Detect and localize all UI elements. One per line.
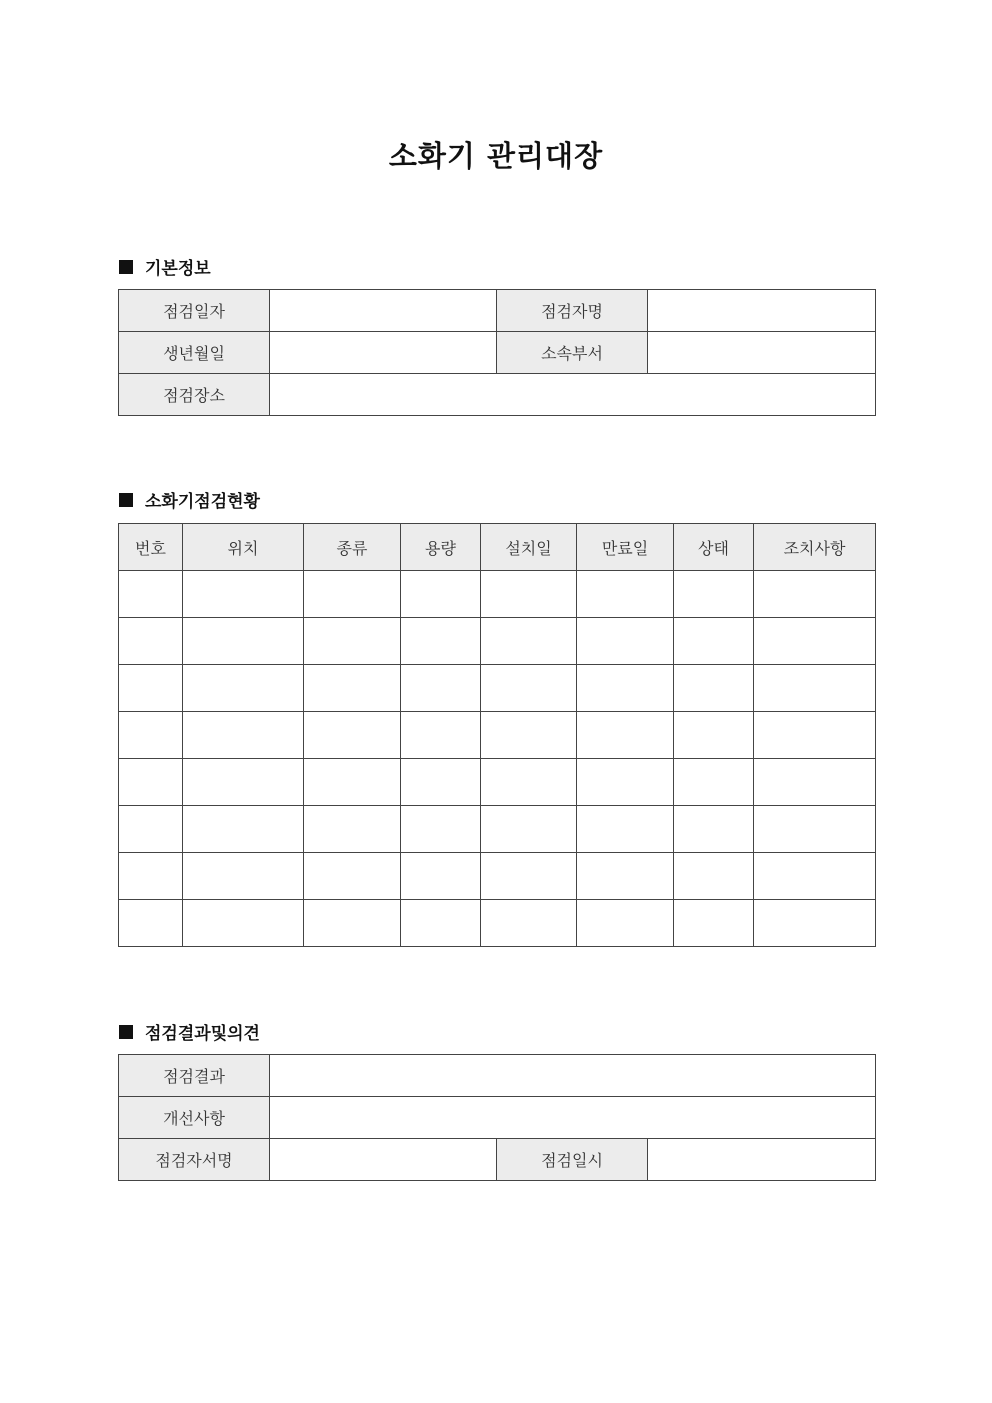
table-cell[interactable] bbox=[754, 853, 876, 900]
column-header: 위치 bbox=[183, 524, 304, 571]
table-cell[interactable] bbox=[481, 665, 577, 712]
table-cell[interactable] bbox=[754, 900, 876, 947]
table-row bbox=[119, 900, 876, 947]
square-bullet-icon bbox=[119, 260, 133, 274]
table-cell[interactable] bbox=[119, 806, 183, 853]
label-inspector-name: 점검자명 bbox=[497, 290, 648, 332]
table-cell[interactable] bbox=[304, 759, 401, 806]
table-cell[interactable] bbox=[674, 806, 754, 853]
table-cell[interactable] bbox=[754, 618, 876, 665]
table-cell[interactable] bbox=[401, 900, 481, 947]
column-header: 설치일 bbox=[481, 524, 577, 571]
table-cell[interactable] bbox=[674, 665, 754, 712]
page-title: 소화기 관리대장 bbox=[388, 139, 604, 173]
table-cell[interactable] bbox=[674, 618, 754, 665]
section-heading-label: 기본정보 bbox=[145, 259, 211, 279]
results-table bbox=[118, 1054, 876, 1181]
table-row bbox=[119, 1055, 876, 1097]
table-cell[interactable] bbox=[577, 712, 674, 759]
table-cell[interactable] bbox=[577, 665, 674, 712]
table-cell[interactable] bbox=[401, 712, 481, 759]
table-cell[interactable] bbox=[481, 759, 577, 806]
table-cell[interactable] bbox=[183, 853, 304, 900]
field-birth-date[interactable] bbox=[270, 332, 497, 374]
table-cell[interactable] bbox=[481, 618, 577, 665]
table-cell[interactable] bbox=[183, 712, 304, 759]
table-row bbox=[119, 665, 876, 712]
inspection-status-table bbox=[118, 523, 876, 947]
table-cell[interactable] bbox=[304, 853, 401, 900]
table-cell[interactable] bbox=[401, 618, 481, 665]
table-cell[interactable] bbox=[304, 665, 401, 712]
section-heading-basic-info bbox=[119, 254, 211, 279]
table-row bbox=[119, 806, 876, 853]
table-row bbox=[119, 853, 876, 900]
table-cell[interactable] bbox=[304, 806, 401, 853]
table-cell[interactable] bbox=[481, 853, 577, 900]
column-header: 종류 bbox=[304, 524, 401, 571]
table-row bbox=[119, 712, 876, 759]
section-heading-label: 점검결과및의견 bbox=[145, 1024, 260, 1044]
table-cell[interactable] bbox=[577, 853, 674, 900]
label-birth-date: 생년월일 bbox=[119, 332, 270, 374]
table-cell[interactable] bbox=[401, 665, 481, 712]
field-inspection-place[interactable] bbox=[270, 374, 876, 416]
table-cell[interactable] bbox=[183, 900, 304, 947]
table-row bbox=[119, 332, 876, 374]
table-cell[interactable] bbox=[754, 806, 876, 853]
table-row bbox=[119, 571, 876, 618]
table-row bbox=[119, 759, 876, 806]
field-inspector-name[interactable] bbox=[648, 290, 876, 332]
table-cell[interactable] bbox=[577, 618, 674, 665]
table-cell[interactable] bbox=[674, 712, 754, 759]
table-cell[interactable] bbox=[183, 665, 304, 712]
square-bullet-icon bbox=[119, 493, 133, 507]
table-cell[interactable] bbox=[577, 900, 674, 947]
table-cell[interactable] bbox=[304, 900, 401, 947]
table-cell[interactable] bbox=[119, 900, 183, 947]
table-cell[interactable] bbox=[481, 571, 577, 618]
table-cell[interactable] bbox=[183, 618, 304, 665]
table-row bbox=[119, 1097, 876, 1139]
column-header: 만료일 bbox=[577, 524, 674, 571]
label-signature: 점검자서명 bbox=[119, 1139, 270, 1181]
table-cell[interactable] bbox=[754, 571, 876, 618]
label-department: 소속부서 bbox=[497, 332, 648, 374]
label-inspection-datetime: 점검일시 bbox=[497, 1139, 648, 1181]
table-cell[interactable] bbox=[577, 571, 674, 618]
table-row bbox=[119, 1139, 876, 1181]
table-row bbox=[119, 618, 876, 665]
column-header: 용량 bbox=[401, 524, 481, 571]
table-cell[interactable] bbox=[183, 759, 304, 806]
table-cell[interactable] bbox=[119, 571, 183, 618]
section-heading-results bbox=[119, 1019, 260, 1044]
table-cell[interactable] bbox=[577, 806, 674, 853]
table-cell[interactable] bbox=[401, 853, 481, 900]
table-cell[interactable] bbox=[754, 665, 876, 712]
field-inspection-date[interactable] bbox=[270, 290, 497, 332]
field-result[interactable] bbox=[270, 1055, 876, 1097]
label-inspection-place: 점검장소 bbox=[119, 374, 270, 416]
label-improvements: 개선사항 bbox=[119, 1097, 270, 1139]
table-cell[interactable] bbox=[754, 712, 876, 759]
table-cell[interactable] bbox=[401, 806, 481, 853]
section-heading-label: 소화기점검현황 bbox=[145, 492, 260, 512]
table-cell[interactable] bbox=[119, 618, 183, 665]
label-inspection-date: 점검일자 bbox=[119, 290, 270, 332]
column-header: 상태 bbox=[674, 524, 754, 571]
table-cell[interactable] bbox=[119, 759, 183, 806]
table-cell[interactable] bbox=[304, 571, 401, 618]
square-bullet-icon bbox=[119, 1025, 133, 1039]
table-row bbox=[119, 290, 876, 332]
table-header-row bbox=[119, 524, 876, 571]
table-cell[interactable] bbox=[754, 759, 876, 806]
table-cell[interactable] bbox=[481, 900, 577, 947]
field-department[interactable] bbox=[648, 332, 876, 374]
field-inspection-datetime[interactable] bbox=[648, 1139, 876, 1181]
label-result: 점검결과 bbox=[119, 1055, 270, 1097]
field-signature[interactable] bbox=[270, 1139, 497, 1181]
column-header: 조치사항 bbox=[754, 524, 876, 571]
table-cell[interactable] bbox=[119, 853, 183, 900]
table-cell[interactable] bbox=[577, 759, 674, 806]
table-cell[interactable] bbox=[401, 571, 481, 618]
table-cell[interactable] bbox=[119, 712, 183, 759]
table-cell[interactable] bbox=[481, 712, 577, 759]
section-heading-inspection-status bbox=[119, 487, 260, 512]
table-cell[interactable] bbox=[674, 853, 754, 900]
table-cell[interactable] bbox=[304, 712, 401, 759]
table-row bbox=[119, 374, 876, 416]
table-cell[interactable] bbox=[183, 806, 304, 853]
table-cell[interactable] bbox=[674, 759, 754, 806]
table-cell[interactable] bbox=[674, 900, 754, 947]
table-cell[interactable] bbox=[401, 759, 481, 806]
table-cell[interactable] bbox=[481, 806, 577, 853]
field-improvements[interactable] bbox=[270, 1097, 876, 1139]
table-cell[interactable] bbox=[304, 618, 401, 665]
table-cell[interactable] bbox=[119, 665, 183, 712]
table-cell[interactable] bbox=[674, 571, 754, 618]
basic-info-table bbox=[118, 289, 876, 416]
table-cell[interactable] bbox=[183, 571, 304, 618]
column-header: 번호 bbox=[119, 524, 183, 571]
